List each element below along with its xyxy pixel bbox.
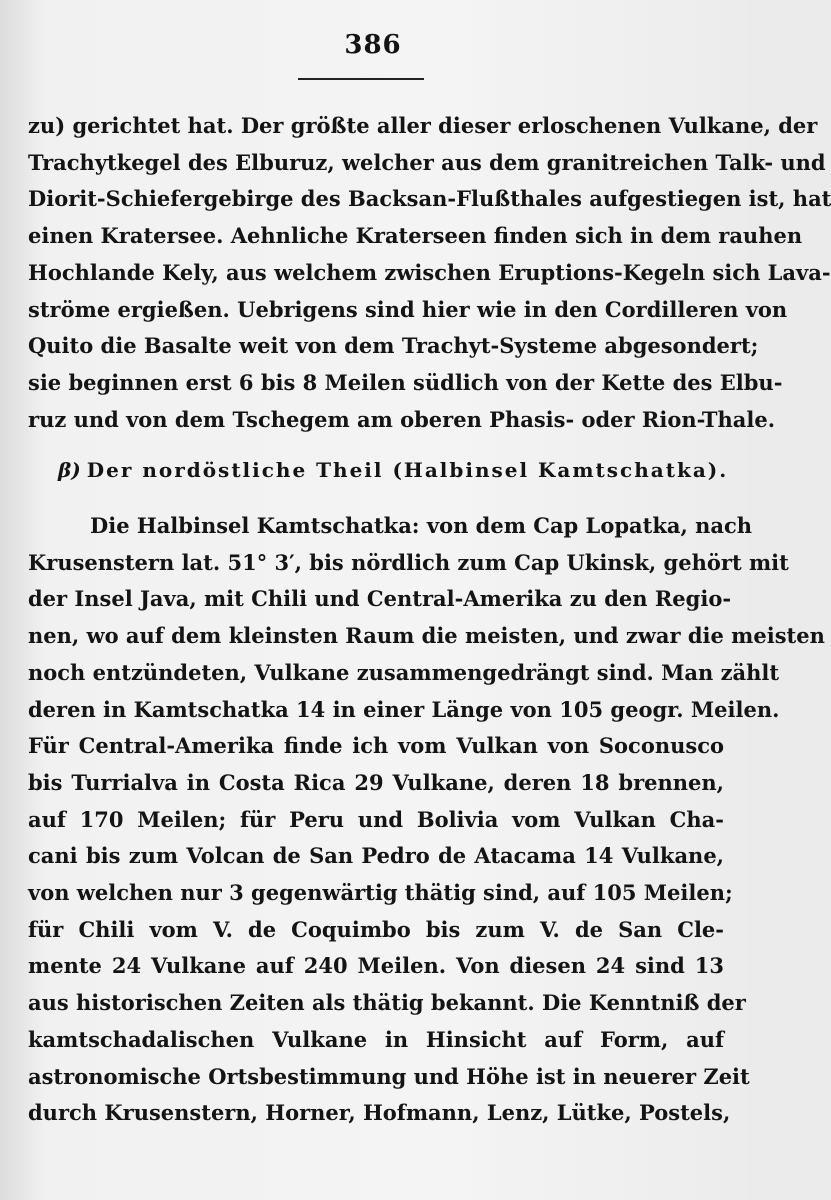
text-line: cani bis zum Volcan de San Pedro de Atacama 14 Vulkane,	[28, 843, 724, 869]
text-line: bis Turrialva in Costa Rica 29 Vulkane, deren 18 brennen,	[28, 769, 724, 795]
section-marker: β)	[58, 458, 81, 482]
text-line: für Chili vom V. de Coquimbo bis zum V. de San Cle-	[28, 916, 724, 942]
text-line: astronomische Ortsbestimmung und Höhe ist in neuerer Zeit	[28, 1063, 750, 1089]
text-line: nen, wo auf dem kleinsten Raum die meisten, und zwar die meisten	[28, 623, 825, 649]
text-line: Diorit-Schiefergebirge des Backsan-Flußthales aufgestiegen ist, hat	[28, 186, 831, 212]
text-line: kamtschadalischen Vulkane in Hinsicht auf Form, auf	[28, 1026, 724, 1052]
text-line: Für Central-Amerika finde ich vom Vulkan von Soconusco	[28, 733, 724, 759]
text-line: einen Kratersee. Aehnliche Kraterseen finden sich in dem rauhen	[28, 223, 803, 249]
text-line: ströme ergießen. Uebrigens sind hier wie in den Cordilleren von	[28, 296, 788, 322]
page-number: 386	[344, 30, 402, 60]
section-heading	[58, 458, 728, 482]
text-line: deren in Kamtschatka 14 in einer Länge von 105 geogr. Meilen.	[28, 696, 780, 722]
text-line: von welchen nur 3 gegenwärtig thätig sind, auf 105 Meilen;	[28, 880, 733, 906]
text-line: durch Krusenstern, Horner, Hofmann, Lenz, Lütke, Postels,	[28, 1100, 731, 1126]
text-line: auf 170 Meilen; für Peru und Bolivia vom Vulkan Cha-	[28, 806, 724, 832]
text-line: Die Halbinsel Kamtschatka: von dem Cap Lopatka, nach	[90, 513, 753, 538]
paragraph-kamtschatka	[28, 508, 825, 1132]
text-line: der Insel Java, mit Chili und Central-Amerika zu den Regio-	[28, 586, 732, 612]
header-rule	[298, 78, 424, 80]
text-line: Quito die Basalte weit von dem Trachyt-Systeme abgesondert;	[28, 333, 759, 359]
text-line: mente 24 Vulkane auf 240 Meilen. Von diesen 24 sind 13	[28, 953, 724, 979]
text-line: Trachytkegel des Elburuz, welcher aus dem granitreichen Talk- und	[28, 149, 826, 175]
text-line: noch entzündeten, Vulkane zusammengedrängt sind. Man zählt	[28, 659, 780, 685]
paragraph-elburuz	[28, 108, 831, 438]
section-heading-text: Der nordöstliche Theil (Halbinsel Kamtschatka).	[86, 458, 729, 482]
text-line: ruz und von dem Tschegem am oberen Phasis- oder Rion-Thale.	[28, 406, 776, 432]
text-line: Hochlande Kely, aus welchem zwischen Eruptions-Kegeln sich Lava-	[28, 259, 831, 285]
text-line: aus historischen Zeiten als thätig bekannt. Die Kenntniß der	[28, 990, 746, 1016]
text-line: zu) gerichtet hat. Der größte aller dieser erloschenen Vulkane, der	[28, 113, 818, 138]
text-line: Krusenstern lat. 51° 3′, bis nördlich zum Cap Ukinsk, gehört mit	[28, 549, 789, 575]
text-line: sie beginnen erst 6 bis 8 Meilen südlich von der Kette des Elbu-	[28, 369, 783, 395]
